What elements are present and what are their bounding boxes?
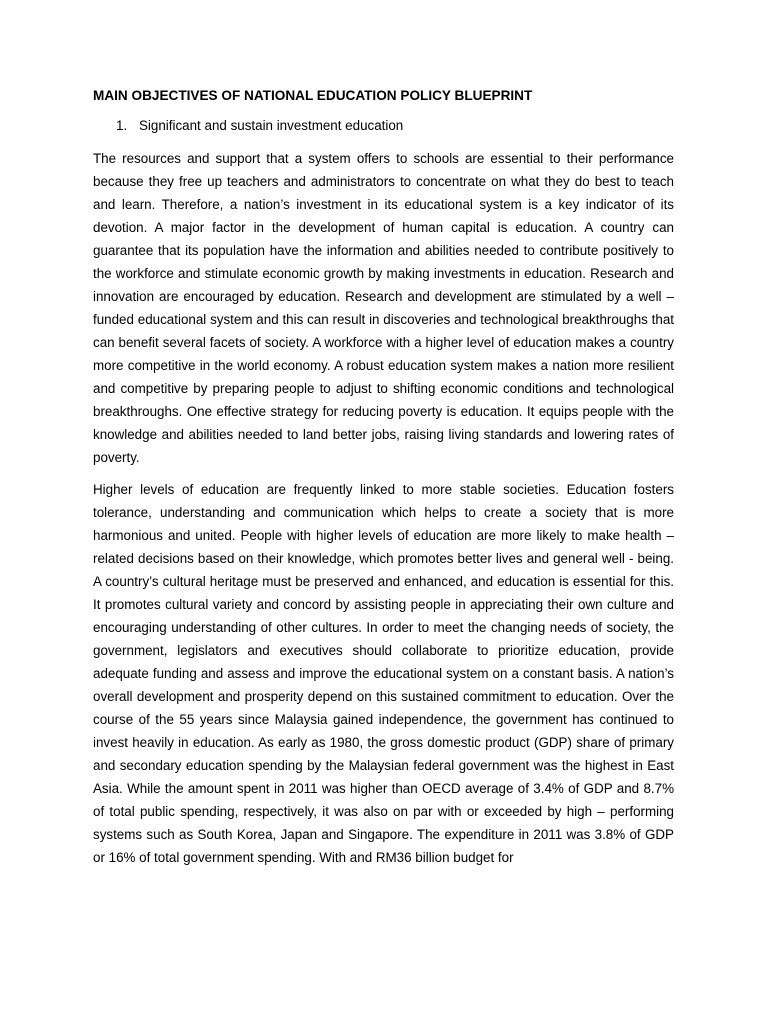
numbered-list-item xyxy=(93,115,674,137)
document-title: MAIN OBJECTIVES OF NATIONAL EDUCATION POLICY BLUEPRINT xyxy=(93,88,533,103)
list-item-text: Significant and sustain investment education xyxy=(139,118,404,133)
document-page xyxy=(93,86,674,878)
list-item-number: 1. xyxy=(116,118,128,133)
body-paragraph-2: Higher levels of education are frequently linked to more stable societies. Education fosters tolerance, understanding and communication which helps to create a society that is more harmonious and united. People with higher levels of education are more likely to make health – related decisions based on their knowledge, which promotes better lives and general well - being. A country’s cultural heritage must be preserved and enhanced, and education is essential for this. It promotes cultural variety and concord by assisting people in appreciating their own culture and encouraging understanding of other cultures. In order to meet the changing needs of society, the government, legislators and executives should collaborate to prioritize education, provide adequate funding and assess and improve the educational system on a constant basis. A nation’s overall development and prosperity depend on this sustained commitment to education. Over the course of the 55 years since Malaysia gained independence, the government has continued to invest heavily in education. As early as 1980, the gross domestic product (GDP) share of primary and secondary education spending by the Malaysian federal government was the highest in East Asia. While the amount spent in 2011 was higher than OECD average of 3.4% of GDP and 8.7% of total public spending, respectively, it was also on par with or exceeded by high – performing systems such as South Korea, Japan and Singapore. The expenditure in 2011 was 3.8% of GDP or 16% of total government spending. With and RM36 billion budget for xyxy=(93,482,674,865)
body-paragraph-1: The resources and support that a system offers to schools are essential to their performance because they free up teachers and administrators to concentrate on what they do best to teach and learn. Therefore, a nation’s investment in its educational system is a key indicator of its devotion. A major factor in the development of human capital is education. A country can guarantee that its population have the information and abilities needed to contribute positively to the workforce and stimulate economic growth by making investments in education. Research and innovation are encouraged by education. Research and development are stimulated by a well – funded educational system and this can result in discoveries and technological breakthroughs that can benefit several facets of society. A workforce with a higher level of education makes a country more competitive in the world economy. A robust education system makes a nation more resilient and competitive by preparing people to adjust to shifting economic conditions and technological breakthroughs. One effective strategy for reducing poverty is education. It equips people with the knowledge and abilities needed to land better jobs, raising living standards and lowering rates of poverty. xyxy=(93,151,674,465)
